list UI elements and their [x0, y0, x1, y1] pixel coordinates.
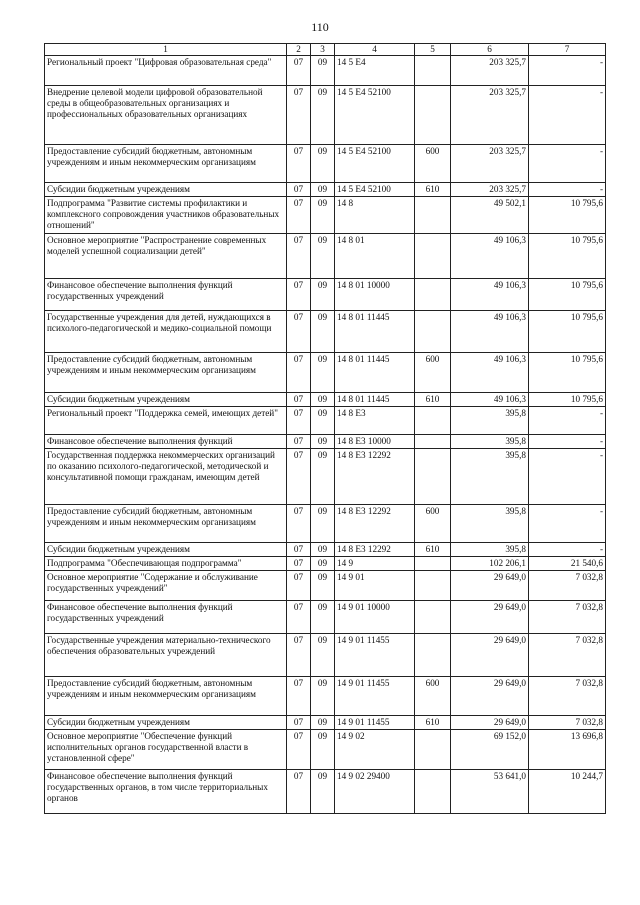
row-amount-2: -	[529, 56, 606, 86]
row-subsection-code: 09	[311, 634, 335, 677]
row-expense-type-code	[415, 435, 451, 449]
table-row	[45, 183, 606, 197]
column-number: 2	[287, 44, 311, 56]
row-expense-type-code	[415, 279, 451, 311]
row-subsection-code: 09	[311, 56, 335, 86]
row-amount-1: 69 152,0	[451, 730, 529, 770]
row-amount-2: -	[529, 505, 606, 543]
row-section-code: 07	[287, 197, 311, 234]
row-name: Предоставление субсидий бюджетным, автономным учреждениям и иным некоммерческим организациям	[45, 505, 287, 543]
row-amount-1: 49 106,3	[451, 279, 529, 311]
row-target-article-code: 14 8	[335, 197, 415, 234]
row-section-code: 07	[287, 353, 311, 393]
column-number: 1	[45, 44, 287, 56]
row-amount-2: 10 244,7	[529, 770, 606, 814]
row-amount-2: -	[529, 449, 606, 505]
row-target-article-code: 14 8 E3 12292	[335, 543, 415, 557]
row-name: Предоставление субсидий бюджетным, автономным учреждениям и иным некоммерческим организациям	[45, 145, 287, 183]
row-target-article-code: 14 9 01 11455	[335, 677, 415, 716]
row-name: Субсидии бюджетным учреждениям	[45, 543, 287, 557]
row-amount-1: 49 106,3	[451, 393, 529, 407]
row-amount-1: 102 206,1	[451, 557, 529, 571]
row-subsection-code: 09	[311, 435, 335, 449]
table-row	[45, 770, 606, 814]
table-row	[45, 197, 606, 234]
table-row	[45, 543, 606, 557]
row-name: Подпрограмма "Обеспечивающая подпрограмма"	[45, 557, 287, 571]
row-name: Предоставление субсидий бюджетным, автономным учреждениям и иным некоммерческим организациям	[45, 677, 287, 716]
row-amount-1: 203 325,7	[451, 183, 529, 197]
row-expense-type-code	[415, 234, 451, 279]
row-expense-type-code	[415, 197, 451, 234]
row-name: Субсидии бюджетным учреждениям	[45, 183, 287, 197]
row-name: Государственная поддержка некоммерческих организаций по оказанию психолого-педагогической, методической и консультативной помощи гражданам, имеющим детей	[45, 449, 287, 505]
row-amount-2: 21 540,6	[529, 557, 606, 571]
row-section-code: 07	[287, 770, 311, 814]
table-row	[45, 435, 606, 449]
table-row	[45, 634, 606, 677]
row-section-code: 07	[287, 557, 311, 571]
row-section-code: 07	[287, 677, 311, 716]
column-number: 7	[529, 44, 606, 56]
row-name: Финансовое обеспечение выполнения функций государственных органов, в том числе территориальных органов	[45, 770, 287, 814]
row-amount-2: 10 795,6	[529, 311, 606, 353]
row-target-article-code: 14 8 E3 12292	[335, 449, 415, 505]
row-section-code: 07	[287, 571, 311, 601]
row-amount-1: 203 325,7	[451, 56, 529, 86]
row-expense-type-code	[415, 770, 451, 814]
row-section-code: 07	[287, 311, 311, 353]
row-section-code: 07	[287, 279, 311, 311]
row-amount-2: 10 795,6	[529, 393, 606, 407]
row-amount-2: 10 795,6	[529, 353, 606, 393]
row-amount-1: 395,8	[451, 435, 529, 449]
row-amount-2: 10 795,6	[529, 197, 606, 234]
table-row	[45, 353, 606, 393]
row-amount-2: 7 032,8	[529, 716, 606, 730]
row-amount-1: 49 106,3	[451, 353, 529, 393]
row-amount-2: 10 795,6	[529, 279, 606, 311]
row-expense-type-code: 610	[415, 183, 451, 197]
row-target-article-code: 14 5 E4 52100	[335, 145, 415, 183]
table-row	[45, 279, 606, 311]
table-row	[45, 56, 606, 86]
row-section-code: 07	[287, 407, 311, 435]
row-section-code: 07	[287, 716, 311, 730]
row-name: Субсидии бюджетным учреждениям	[45, 393, 287, 407]
row-section-code: 07	[287, 601, 311, 634]
row-subsection-code: 09	[311, 730, 335, 770]
row-amount-1: 49 106,3	[451, 234, 529, 279]
row-target-article-code: 14 5 E4 52100	[335, 183, 415, 197]
page-number: 110	[311, 20, 329, 34]
table-row	[45, 730, 606, 770]
column-number: 6	[451, 44, 529, 56]
table-row	[45, 311, 606, 353]
row-target-article-code: 14 8 E3	[335, 407, 415, 435]
row-amount-1: 395,8	[451, 407, 529, 435]
row-expense-type-code	[415, 601, 451, 634]
row-expense-type-code: 600	[415, 145, 451, 183]
row-expense-type-code: 600	[415, 677, 451, 716]
row-amount-2: -	[529, 183, 606, 197]
row-name: Государственные учреждения материально-технического обеспечения образовательных учреждений	[45, 634, 287, 677]
row-target-article-code: 14 9 01	[335, 571, 415, 601]
row-amount-1: 53 641,0	[451, 770, 529, 814]
table-row	[45, 677, 606, 716]
table-row	[45, 145, 606, 183]
row-target-article-code: 14 8 E3 12292	[335, 505, 415, 543]
row-amount-1: 49 106,3	[451, 311, 529, 353]
row-target-article-code: 14 9 01 10000	[335, 601, 415, 634]
row-section-code: 07	[287, 505, 311, 543]
table-row	[45, 86, 606, 145]
column-number: 3	[311, 44, 335, 56]
row-name: Подпрограмма "Развитие системы профилактики и комплексного сопровождения участников образовательных отношений"	[45, 197, 287, 234]
row-expense-type-code: 600	[415, 353, 451, 393]
row-subsection-code: 09	[311, 770, 335, 814]
budget-table	[44, 43, 606, 814]
row-expense-type-code	[415, 407, 451, 435]
row-subsection-code: 09	[311, 234, 335, 279]
row-expense-type-code	[415, 571, 451, 601]
row-amount-1: 29 649,0	[451, 571, 529, 601]
row-expense-type-code: 610	[415, 716, 451, 730]
row-section-code: 07	[287, 543, 311, 557]
table-row	[45, 393, 606, 407]
row-amount-1: 395,8	[451, 449, 529, 505]
row-name: Финансовое обеспечение выполнения функций	[45, 435, 287, 449]
row-name: Финансовое обеспечение выполнения функций государственных учреждений	[45, 279, 287, 311]
row-section-code: 07	[287, 393, 311, 407]
row-target-article-code: 14 8 01 11445	[335, 393, 415, 407]
row-amount-1: 49 502,1	[451, 197, 529, 234]
row-amount-1: 29 649,0	[451, 601, 529, 634]
row-amount-1: 29 649,0	[451, 716, 529, 730]
row-subsection-code: 09	[311, 543, 335, 557]
row-name: Региональный проект "Поддержка семей, имеющих детей"	[45, 407, 287, 435]
table-row	[45, 601, 606, 634]
row-target-article-code: 14 9 02 29400	[335, 770, 415, 814]
row-section-code: 07	[287, 86, 311, 145]
row-subsection-code: 09	[311, 279, 335, 311]
row-section-code: 07	[287, 183, 311, 197]
row-expense-type-code	[415, 311, 451, 353]
row-name: Субсидии бюджетным учреждениям	[45, 716, 287, 730]
row-amount-2: 13 696,8	[529, 730, 606, 770]
row-amount-2: -	[529, 407, 606, 435]
row-target-article-code: 14 9	[335, 557, 415, 571]
row-amount-2: 7 032,8	[529, 634, 606, 677]
row-expense-type-code: 610	[415, 393, 451, 407]
table-row	[45, 557, 606, 571]
row-target-article-code: 14 9 01 11455	[335, 716, 415, 730]
row-target-article-code: 14 9 01 11455	[335, 634, 415, 677]
row-subsection-code: 09	[311, 145, 335, 183]
row-target-article-code: 14 8 E3 10000	[335, 435, 415, 449]
row-section-code: 07	[287, 449, 311, 505]
row-amount-2: -	[529, 435, 606, 449]
row-subsection-code: 09	[311, 677, 335, 716]
row-name: Государственные учреждения для детей, нуждающихся в психолого-педагогической и медико-социальной помощи	[45, 311, 287, 353]
row-section-code: 07	[287, 145, 311, 183]
row-target-article-code: 14 5 E4 52100	[335, 86, 415, 145]
row-subsection-code: 09	[311, 716, 335, 730]
table-row	[45, 234, 606, 279]
row-amount-2: 7 032,8	[529, 571, 606, 601]
row-amount-1: 395,8	[451, 505, 529, 543]
row-name: Предоставление субсидий бюджетным, автономным учреждениям и иным некоммерческим организациям	[45, 353, 287, 393]
table-row	[45, 449, 606, 505]
row-subsection-code: 09	[311, 601, 335, 634]
row-subsection-code: 09	[311, 353, 335, 393]
row-name: Основное мероприятие "Распространение современных моделей успешной социализации детей"	[45, 234, 287, 279]
column-number-row	[45, 44, 606, 56]
row-amount-1: 29 649,0	[451, 677, 529, 716]
row-amount-1: 203 325,7	[451, 145, 529, 183]
row-expense-type-code: 610	[415, 543, 451, 557]
row-target-article-code: 14 8 01 10000	[335, 279, 415, 311]
row-amount-2: 7 032,8	[529, 677, 606, 716]
row-amount-1: 29 649,0	[451, 634, 529, 677]
row-name: Основное мероприятие "Содержание и обслуживание государственных учреждений"	[45, 571, 287, 601]
column-number: 5	[415, 44, 451, 56]
row-amount-2: -	[529, 543, 606, 557]
row-expense-type-code	[415, 449, 451, 505]
row-subsection-code: 09	[311, 557, 335, 571]
row-section-code: 07	[287, 56, 311, 86]
row-subsection-code: 09	[311, 571, 335, 601]
row-expense-type-code: 600	[415, 505, 451, 543]
row-expense-type-code	[415, 86, 451, 145]
row-expense-type-code	[415, 730, 451, 770]
row-subsection-code: 09	[311, 86, 335, 145]
row-amount-1: 203 325,7	[451, 86, 529, 145]
table-row	[45, 716, 606, 730]
row-subsection-code: 09	[311, 183, 335, 197]
row-section-code: 07	[287, 730, 311, 770]
row-amount-2: -	[529, 145, 606, 183]
row-target-article-code: 14 5 E4	[335, 56, 415, 86]
row-section-code: 07	[287, 634, 311, 677]
row-name: Региональный проект "Цифровая образовательная среда"	[45, 56, 287, 86]
row-subsection-code: 09	[311, 311, 335, 353]
row-amount-2: -	[529, 86, 606, 145]
row-section-code: 07	[287, 435, 311, 449]
column-number: 4	[335, 44, 415, 56]
row-subsection-code: 09	[311, 449, 335, 505]
row-subsection-code: 09	[311, 197, 335, 234]
table-row	[45, 505, 606, 543]
row-amount-2: 10 795,6	[529, 234, 606, 279]
row-target-article-code: 14 8 01 11445	[335, 311, 415, 353]
row-subsection-code: 09	[311, 407, 335, 435]
row-name: Финансовое обеспечение выполнения функций государственных учреждений	[45, 601, 287, 634]
row-name: Внедрение целевой модели цифровой образовательной среды в общеобразовательных организациях и профессиональных образовательных организациях	[45, 86, 287, 145]
row-amount-2: 7 032,8	[529, 601, 606, 634]
row-target-article-code: 14 9 02	[335, 730, 415, 770]
row-target-article-code: 14 8 01 11445	[335, 353, 415, 393]
row-expense-type-code	[415, 56, 451, 86]
row-expense-type-code	[415, 557, 451, 571]
table-row	[45, 407, 606, 435]
table-row	[45, 571, 606, 601]
row-expense-type-code	[415, 634, 451, 677]
row-target-article-code: 14 8 01	[335, 234, 415, 279]
row-subsection-code: 09	[311, 505, 335, 543]
row-subsection-code: 09	[311, 393, 335, 407]
row-name: Основное мероприятие "Обеспечение функций исполнительных органов государственной власти в установленной сфере"	[45, 730, 287, 770]
row-amount-1: 395,8	[451, 543, 529, 557]
row-section-code: 07	[287, 234, 311, 279]
